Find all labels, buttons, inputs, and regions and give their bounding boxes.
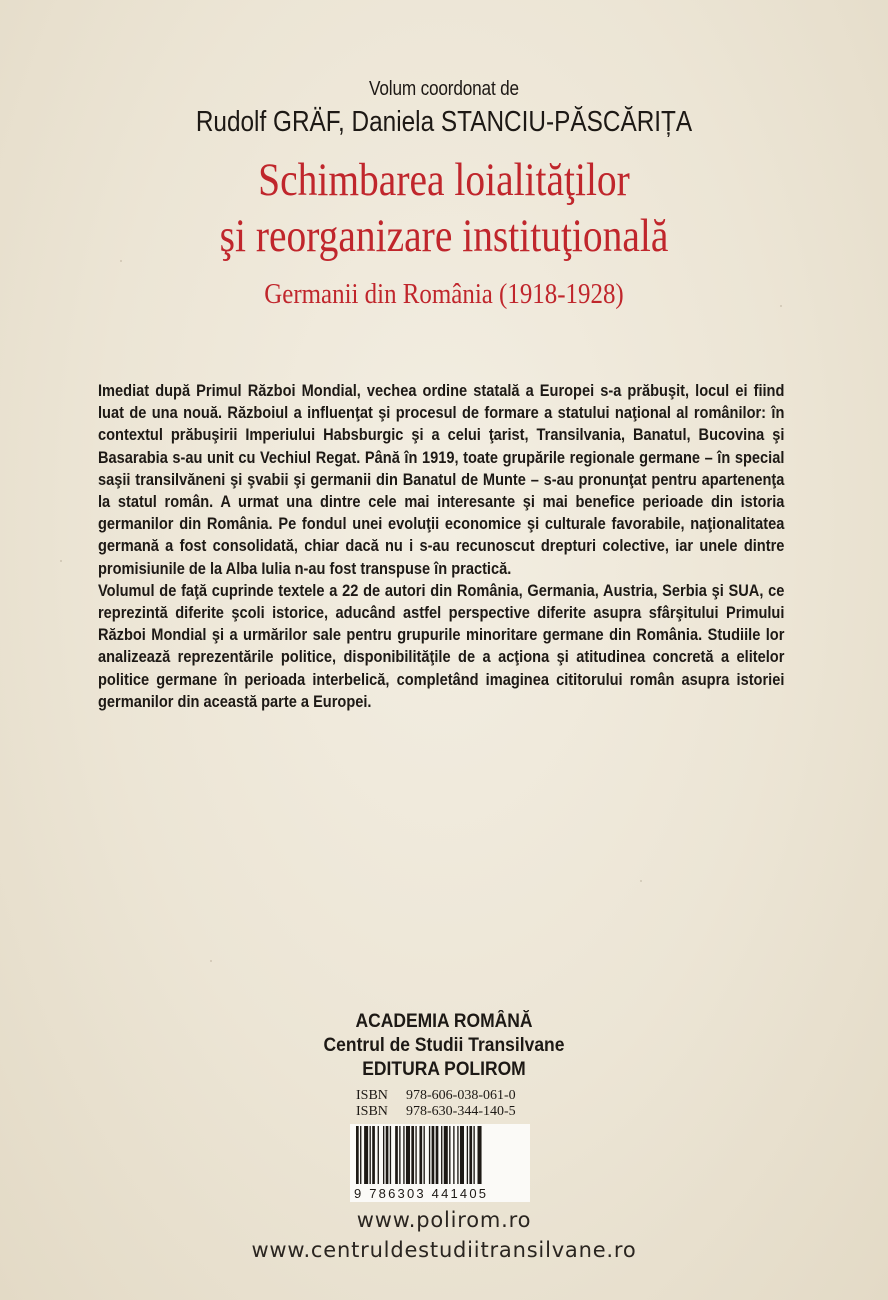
barcode-bar [432,1126,435,1184]
isbn-number-1: 978-606-038-061-0 [406,1088,516,1103]
polirom-url[interactable]: www.polirom.ro [356,1208,532,1232]
barcode-digits: 9 786303 441405 [354,1186,489,1201]
barcode-bar [386,1126,389,1184]
barcode-bar [378,1126,379,1184]
paper-speck [60,560,62,562]
barcode-bar [453,1126,454,1184]
publisher-academy: ACADEMIA ROMÂNĂ [355,1011,533,1032]
barcode-bar [390,1126,391,1184]
book-title-line-2: şi reorganizare instituţională [219,210,669,262]
barcode-bar [395,1126,398,1184]
barcode-bar [467,1126,468,1184]
description-blurb [98,380,784,713]
barcode-bar [415,1126,416,1184]
barcode-bar [356,1126,359,1184]
barcode-bar [473,1126,474,1184]
barcode-bar [360,1126,361,1184]
barcode-bar [383,1126,384,1184]
barcode-bar [406,1126,410,1184]
blurb-paragraph-1: Imediat după Primul Război Mondial, vechea ordine statală a Europei s-a prăbuşit, locul ei fiind luat de una nouă. Războiul a influenţat şi procesul de formare a statului naţional al românilor: în contextul prăbuşirii Imperiului Habsburgic şi a celui ţarist, Transilvania, Banatul, Bucovina şi Basarabia s-au unit cu Vechiul Regat. Până în 1919, toate grupările regionale germane – în special saşii transilvăneni şi şvabii şi germanii din Banatul de Munte – s-au pronunţat pentru apartenenţa la statul român. A urmat una dintre cele mai interesante şi mai benefice perioade din istoria germanilor din România. Pe fondul unei evoluţii economice şi culturale favorabile, naţionalitatea germană a fost consolidată, chiar dacă nu i s-au recunoscut drepturi colective, iar unele dintre promisiunile de la Alba Iulia n-au fost transpuse în practică. [98,381,785,578]
barcode-bar [364,1126,368,1184]
publisher-centre: Centrul de Studii Transilvane [323,1035,565,1056]
barcode-bar [424,1126,425,1184]
barcode-bar [411,1126,414,1184]
barcode-bar [403,1126,404,1184]
barcode [350,1124,530,1202]
paper-speck [640,880,642,882]
barcode-bar [429,1126,430,1184]
isbn-number-2: 978-630-344-140-5 [406,1104,516,1119]
isbn-block [356,1088,516,1120]
isbn-label: ISBN [356,1088,388,1103]
publishers [36,1010,853,1082]
barcode-bar [444,1126,448,1184]
isbn-line-2 [356,1104,516,1120]
barcode-bar [419,1126,422,1184]
barcode-bar [478,1126,482,1184]
authors: Rudolf GRÄF, Daniela STANCIU-PĂSCĂRIȚA [195,106,693,138]
book-title-line-1: Schimbarea loialităţilor [258,154,630,206]
barcode-bar [449,1126,450,1184]
barcode-bar [441,1126,442,1184]
book-title [71,152,817,264]
coordinated-by-label: Volum coordonat de [369,78,519,100]
isbn-line-1 [356,1088,516,1104]
centre-url[interactable]: www.centruldestudiitransilvane.ro [251,1238,637,1262]
barcode-bar [436,1126,439,1184]
blurb-paragraph-2: Volumul de faţă cuprinde textele a 22 de autori din România, Germania, Austria, Serbia şi SUA, ce reprezintă diferite şcoli istorice, aducând astfel perspective diferite asupra sfârşitului Primului Război Mondial şi a urmărilor sale pentru grupurile minoritare germane din România. Studiile lor analizează reprezentările politice, disponibilităţile de a acţiona şi atitudinea concretă a elitelor politice germane în perioada interbelică, completând imaginea cititorului român asupra istoriei germanilor din această parte a Europei. [98,580,785,711]
barcode-bar [460,1126,464,1184]
barcode-bar [370,1126,371,1184]
barcode-bar [457,1126,458,1184]
isbn-label: ISBN [356,1104,388,1119]
barcode-bar [399,1126,400,1184]
barcode-bar [372,1126,375,1184]
paper-speck [210,960,212,962]
publisher-polirom: EDITURA POLIROM [362,1059,526,1080]
barcode-bar [469,1126,472,1184]
book-subtitle: Germanii din România (1918-1928) [264,278,624,310]
barcode-bars [356,1126,524,1184]
